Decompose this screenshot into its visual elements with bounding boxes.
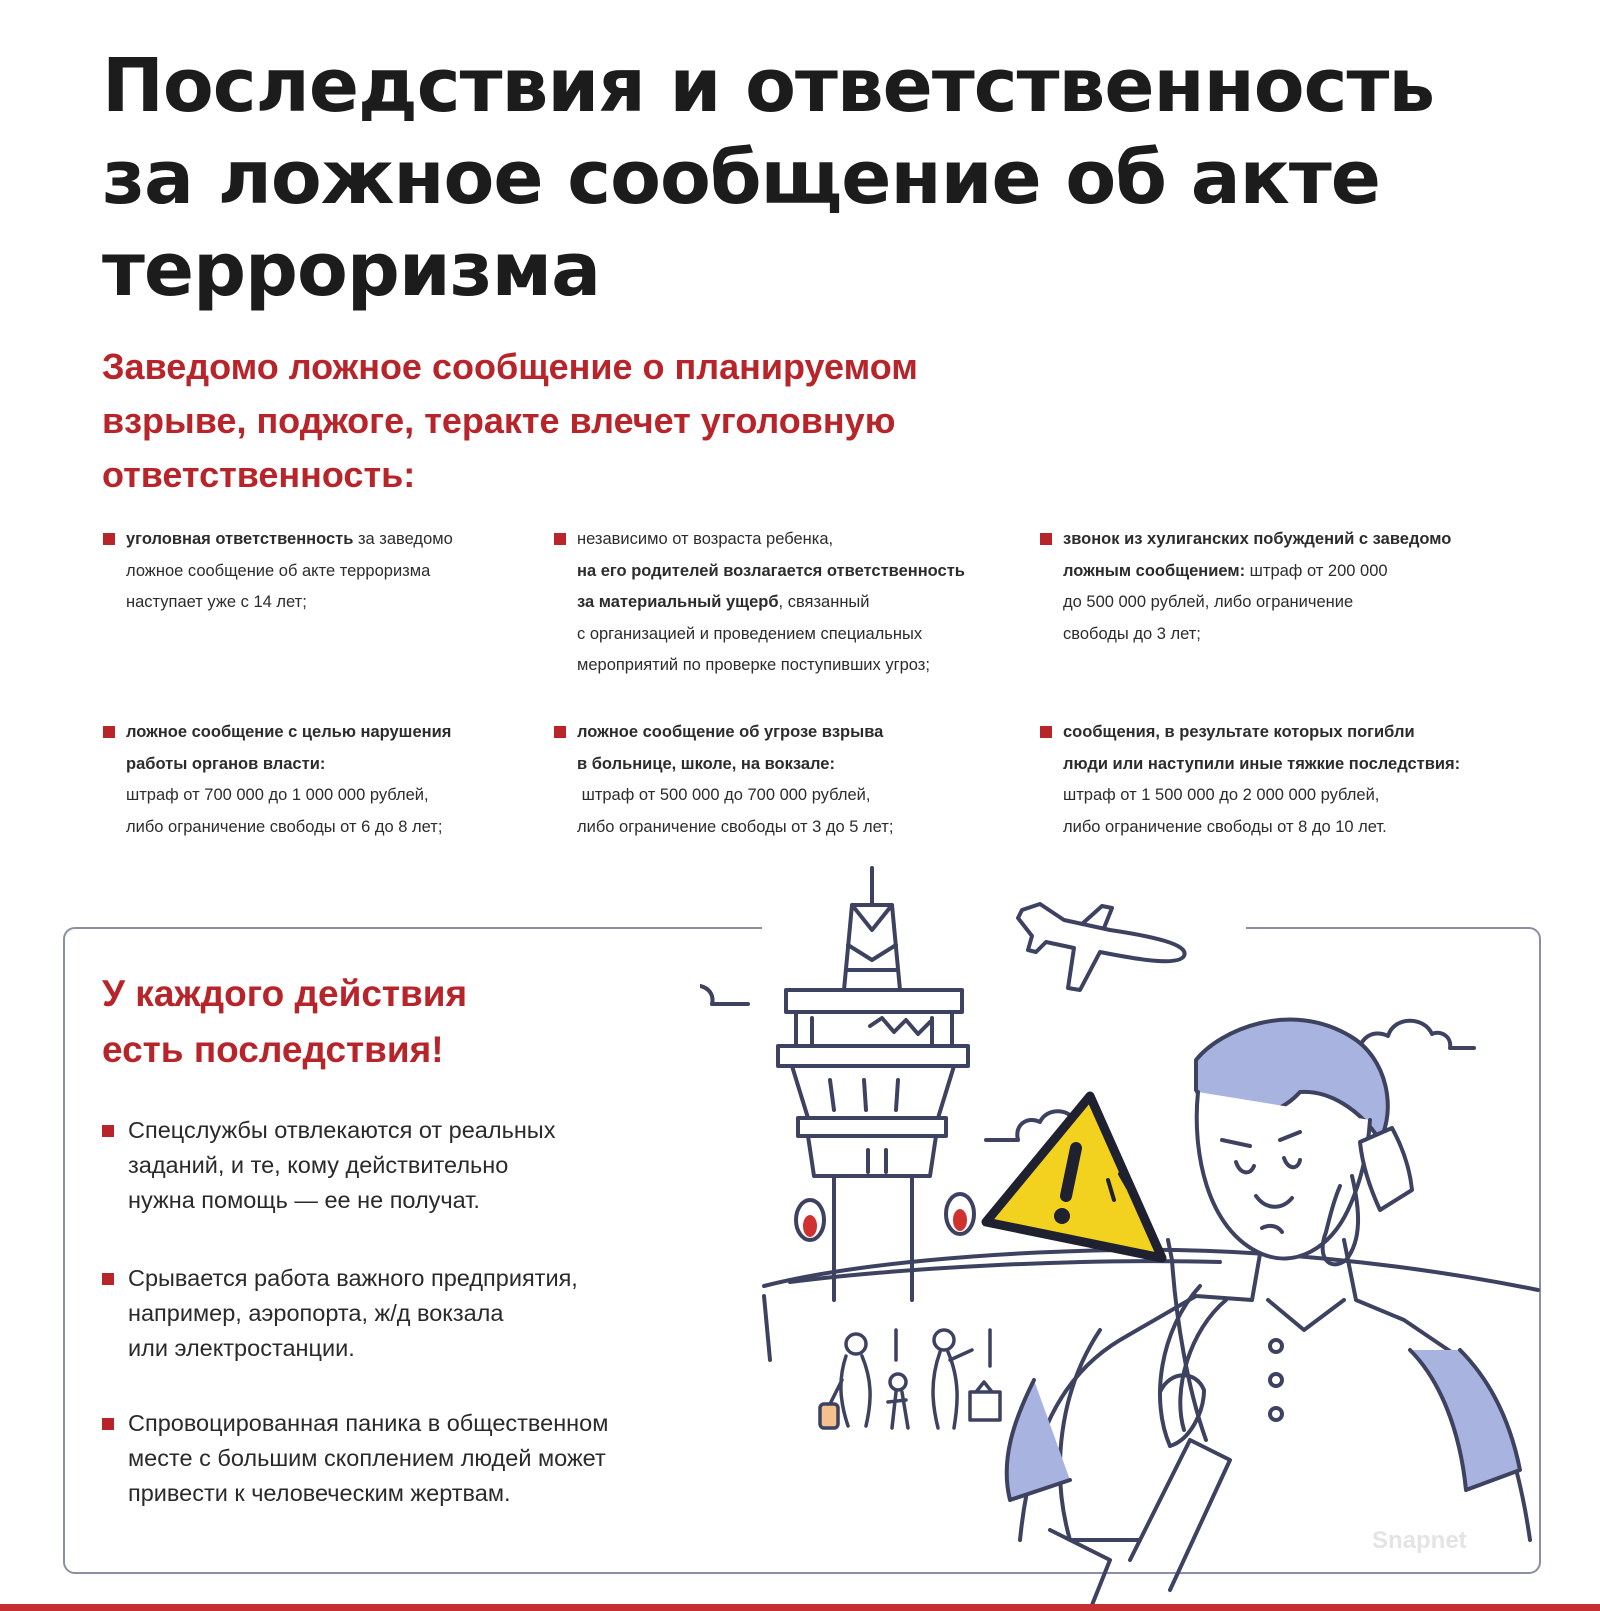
page-title: Последствия и ответственность за ложное сообщение об акте терроризма bbox=[102, 43, 1435, 313]
fact-item: сообщения, в результате которых погибли люди или наступили иные тяжкие последствия: штраф от 1 500 000 до 2 000 000 рублей, либо ограничение свободы от 8 до 10 лет. bbox=[1040, 717, 1553, 843]
consequence-item: Спецслужбы отвлекаются от реальных заданий, и те, кому действительно нужна помощь — ее не получат. bbox=[102, 1113, 768, 1218]
bullet-square-icon bbox=[554, 726, 566, 738]
consequences-title: У каждого действия есть последствия! bbox=[102, 973, 468, 1070]
fact-item: ложное сообщение с целью нарушения работы органов власти: штраф от 700 000 до 1 000 000 рублей, либо ограничение свободы от 6 до 8 лет; bbox=[103, 717, 546, 843]
bullet-square-icon bbox=[102, 1418, 114, 1430]
bullet-square-icon bbox=[102, 1273, 114, 1285]
airport-illustration bbox=[700, 860, 1600, 1611]
warning-triangle-icon bbox=[986, 1096, 1162, 1258]
fact-item: независимо от возраста ребенка, на его родителей возлагается ответственность за материальный ущерб, связанный с организацией и проведением специальных мероприятий по проверке поступивших угроз; bbox=[554, 524, 1037, 682]
fact-item: ложное сообщение об угрозе взрыва в больнице, школе, на вокзале: штраф от 500 000 до 700 000 рублей, либо ограничение свободы от 3 до 5 лет; bbox=[554, 717, 1017, 843]
fact-item: звонок из хулиганских побуждений с заведомо ложным сообщением: штраф от 200 000 до 500 000 рублей, либо ограничение свободы до 3 лет; bbox=[1040, 524, 1543, 650]
watermark-text: Snapnet bbox=[1372, 1527, 1467, 1554]
page-subtitle: Заведомо ложное сообщение о планируемом взрыве, поджоге, теракте влечет уголовную ответственность: bbox=[102, 346, 918, 495]
bullet-square-icon bbox=[103, 533, 115, 545]
bullet-square-icon bbox=[102, 1125, 114, 1137]
fact-item: уголовная ответственность за заведомо ложное сообщение об акте терроризма наступает уже с 14 лет; bbox=[103, 524, 546, 619]
bullet-square-icon bbox=[103, 726, 115, 738]
airplane-icon bbox=[1018, 904, 1185, 990]
bullet-square-icon bbox=[1040, 726, 1052, 738]
bullet-square-icon bbox=[1040, 533, 1052, 545]
bullet-square-icon bbox=[554, 533, 566, 545]
consequence-item: Срывается работа важного предприятия, например, аэропорта, ж/д вокзала или электростанции. bbox=[102, 1261, 768, 1366]
consequence-item: Спровоцированная паника в общественном месте с большим скоплением людей может привести к человеческим жертвам. bbox=[102, 1406, 768, 1511]
bottom-accent-bar bbox=[0, 1604, 1600, 1611]
people-icon bbox=[820, 1330, 1000, 1428]
